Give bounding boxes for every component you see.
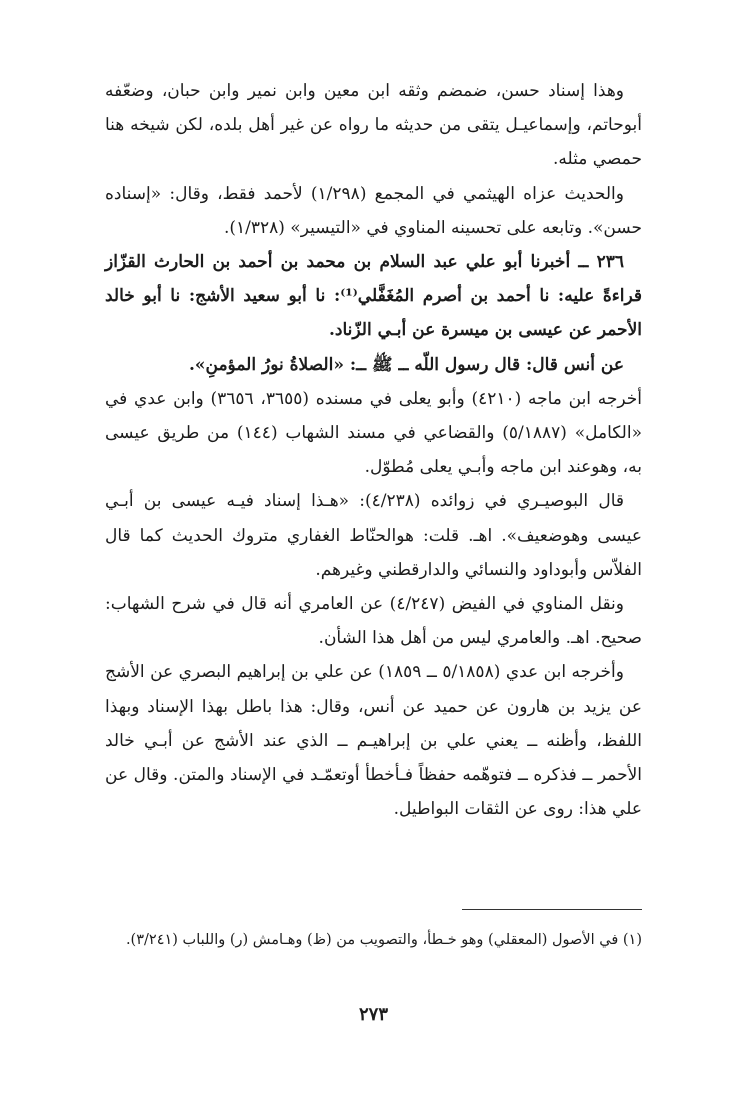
footnote-separator bbox=[462, 909, 642, 910]
paragraph-munawi: ونقل المناوي في الفيض (٤/٢٤٧) عن العامري أنه قال في شرح الشهاب: صحيح. اهـ. والعامري ليس من أهل هذا الشأن. bbox=[105, 594, 642, 649]
footnotes bbox=[105, 925, 642, 956]
hadith-236-matn: عن أنس قال: قال رسول اللّه ــ ﷺ ــ: «الصلاةُ نورُ المؤمنِ». bbox=[188, 354, 624, 375]
main-text bbox=[105, 74, 642, 826]
paragraph-isnad-note: وهذا إسناد حسن، ضمضم وثقه ابن معين وابن نمير وابن حبان، وضعّفه أبوحاتم، وإسماعيـل يتقى من حديثه ما رواه عن غير أهل بلده، لكن شيخه هنا حمصي مثله. bbox=[105, 81, 642, 170]
paragraph-haythami: والحديث عزاه الهيثمي في المجمع (١/٢٩٨) لأحمد فقط، وقال: «إسناده حسن». وتابعه على تحسينه المناوي في «التيسير» (١/٣٢٨). bbox=[105, 183, 642, 238]
hadith-236-chain: ٢٣٦ ــ أخبرنا أبو علي عبد السلام بن محمد بن أحمد بن الحارث القزّاز قراءةً عليه: نا أحمد بن أصرم المُغَفَّلي⁽¹⁾: نا أبو سعيد الأشج: نا أبو خالد الأحمر عن عيسى بن ميسرة عن أبـي الزّناد. bbox=[105, 252, 642, 341]
footnote-1: (١) في الأصول (المعقلي) وهو خـطأ، والتصويب من (ظ) وهـامش (ر) واللباب (٣/٢٤١). bbox=[125, 932, 642, 948]
paragraph-ibn-adi: وأخرجه ابن عدي (٥/١٨٥٨ ــ ١٨٥٩) عن علي بن إبراهيم البصري عن الأشج عن يزيد بن هارون عن حميد عن أنس، وقال: هذا باطل بهذا الإسناد وبهذا اللفظ، وأظنه ــ يعني علي بن إبراهيـم ــ الذي عند الأشج عن أبـي خالد الأحمر ــ فذكره ــ فتوهّمه حفظاً فـأخطأ أوتعمّـد في الإسناد والمتن. وقال عن علي هذا: روى عن الثقات البواطيل. bbox=[105, 662, 642, 820]
page-number: ٢٧٣ bbox=[358, 1004, 388, 1025]
paragraph-takhrij: أخرجه ابن ماجه (٤٢١٠) وأبو يعلى في مسنده (٣٦٥٥، ٣٦٥٦) وابن عدي في «الكامل» (٥/١٨٨٧) والقضاعي في مسند الشهاب (١٤٤) من طريق عيسى به، وهوعند ابن ماجه وأبـي يعلى مُطوّل. bbox=[105, 388, 642, 478]
paragraph-busiri: قال البوصيـري في زوائده (٤/٢٣٨): «هـذا إسناد فيـه عيسى بن أبـي عيسى وهوضعيف». اهـ. قلت: هوالحنّاط الغفاري متروك الحديث كما قال الفلاّس وأبوداود والنسائي والدارقطني وغيرهم. bbox=[105, 491, 642, 580]
